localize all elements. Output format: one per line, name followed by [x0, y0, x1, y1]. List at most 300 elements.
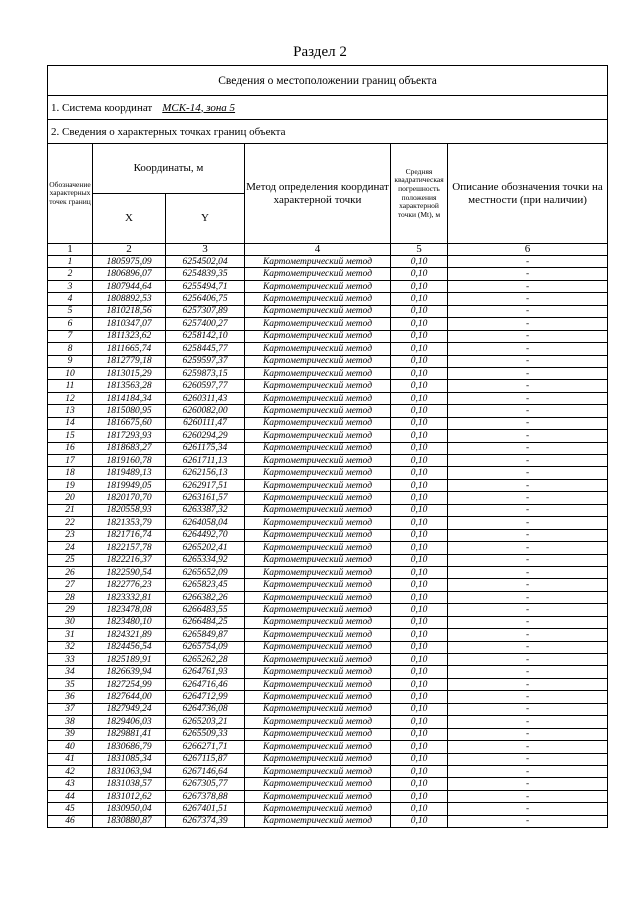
point-id-cell: 2: [48, 268, 93, 280]
y-coord-cell: 6254502,04: [166, 256, 245, 268]
precision-cell: 0,10: [391, 256, 448, 268]
precision-cell: 0,10: [391, 479, 448, 491]
point-id-cell: 44: [48, 790, 93, 802]
table-row: [48, 305, 608, 317]
coord-system-value: МСК-14, зона 5: [162, 101, 236, 114]
description-cell: -: [448, 268, 608, 280]
x-coord-cell: 1829406,03: [93, 716, 166, 728]
y-coord-cell: 6261711,13: [166, 455, 245, 467]
y-coord-cell: 6260597,77: [166, 380, 245, 392]
y-coord-cell: 6260294,29: [166, 430, 245, 442]
x-coord-cell: 1831038,57: [93, 778, 166, 790]
description-cell: -: [448, 591, 608, 603]
header-coords: Координаты, м: [93, 144, 245, 194]
point-id-cell: 1: [48, 256, 93, 268]
method-cell: Картометрический метод: [245, 355, 391, 367]
y-coord-cell: 6260111,47: [166, 417, 245, 429]
precision-cell: 0,10: [391, 591, 448, 603]
point-id-cell: 22: [48, 517, 93, 529]
col-number: 4: [245, 244, 391, 256]
y-coord-cell: 6262917,51: [166, 479, 245, 491]
x-coord-cell: 1813015,29: [93, 367, 166, 379]
table-row: [48, 604, 608, 616]
precision-cell: 0,10: [391, 678, 448, 690]
table-row: [48, 392, 608, 404]
table-row: [48, 405, 608, 417]
x-coord-cell: 1808892,53: [93, 293, 166, 305]
x-coord-cell: 1805975,09: [93, 256, 166, 268]
y-coord-cell: 6264761,93: [166, 666, 245, 678]
table-row: [48, 728, 608, 740]
y-coord-cell: 6264712,99: [166, 691, 245, 703]
col-number: 5: [391, 244, 448, 256]
description-cell: -: [448, 430, 608, 442]
y-coord-cell: 6263387,32: [166, 504, 245, 516]
description-cell: -: [448, 691, 608, 703]
precision-cell: 0,10: [391, 554, 448, 566]
precision-cell: 0,10: [391, 492, 448, 504]
table-row: [48, 355, 608, 367]
method-cell: Картометрический метод: [245, 629, 391, 641]
x-coord-cell: 1818683,27: [93, 442, 166, 454]
x-coord-cell: 1827949,24: [93, 703, 166, 715]
description-cell: -: [448, 566, 608, 578]
description-cell: -: [448, 604, 608, 616]
x-coord-cell: 1827254,99: [93, 678, 166, 690]
y-coord-cell: 6264492,70: [166, 529, 245, 541]
method-cell: Картометрический метод: [245, 666, 391, 678]
boundary-points-table: [47, 65, 608, 828]
col-number: 2: [93, 244, 166, 256]
description-cell: -: [448, 542, 608, 554]
point-id-cell: 42: [48, 765, 93, 777]
x-coord-cell: 1831012,62: [93, 790, 166, 802]
x-coord-cell: 1823478,08: [93, 604, 166, 616]
y-coord-cell: 6265262,28: [166, 654, 245, 666]
point-id-cell: 38: [48, 716, 93, 728]
method-cell: Картометрический метод: [245, 654, 391, 666]
header-precision: Средняя квадратическая погрешность положения характерной точки (Мt), м: [391, 144, 448, 244]
point-id-cell: 18: [48, 467, 93, 479]
y-coord-cell: 6265823,45: [166, 579, 245, 591]
y-coord-cell: 6256406,75: [166, 293, 245, 305]
x-coord-cell: 1811323,62: [93, 330, 166, 342]
precision-cell: 0,10: [391, 318, 448, 330]
description-cell: -: [448, 417, 608, 429]
y-coord-cell: 6264736,08: [166, 703, 245, 715]
description-cell: -: [448, 641, 608, 653]
point-id-cell: 10: [48, 367, 93, 379]
method-cell: Картометрический метод: [245, 442, 391, 454]
y-coord-cell: 6258445,77: [166, 343, 245, 355]
description-cell: -: [448, 305, 608, 317]
x-coord-cell: 1821353,79: [93, 517, 166, 529]
y-coord-cell: 6255494,71: [166, 280, 245, 292]
precision-cell: 0,10: [391, 778, 448, 790]
method-cell: Картометрический метод: [245, 455, 391, 467]
x-coord-cell: 1824321,89: [93, 629, 166, 641]
description-cell: -: [448, 280, 608, 292]
table-row: [48, 455, 608, 467]
y-coord-cell: 6267374,39: [166, 815, 245, 827]
y-coord-cell: 6267146,64: [166, 765, 245, 777]
y-coord-cell: 6259597,37: [166, 355, 245, 367]
method-cell: Картометрический метод: [245, 417, 391, 429]
description-cell: -: [448, 765, 608, 777]
x-coord-cell: 1819160,78: [93, 455, 166, 467]
y-coord-cell: 6265203,21: [166, 716, 245, 728]
description-cell: -: [448, 479, 608, 491]
col-number: 1: [48, 244, 93, 256]
table-row: [48, 765, 608, 777]
table-title: Сведения о местоположении границ объекта: [48, 66, 608, 96]
col-number: 6: [448, 244, 608, 256]
precision-cell: 0,10: [391, 392, 448, 404]
point-id-cell: 29: [48, 604, 93, 616]
method-cell: Картометрический метод: [245, 716, 391, 728]
y-coord-cell: 6265334,92: [166, 554, 245, 566]
point-id-cell: 13: [48, 405, 93, 417]
precision-cell: 0,10: [391, 703, 448, 715]
method-cell: Картометрический метод: [245, 293, 391, 305]
method-cell: Картометрический метод: [245, 616, 391, 628]
point-id-cell: 46: [48, 815, 93, 827]
description-cell: -: [448, 405, 608, 417]
table-row: [48, 343, 608, 355]
table-row: [48, 753, 608, 765]
method-cell: Картометрический метод: [245, 380, 391, 392]
point-id-cell: 40: [48, 741, 93, 753]
point-id-cell: 23: [48, 529, 93, 541]
description-cell: -: [448, 380, 608, 392]
x-coord-cell: 1823332,81: [93, 591, 166, 603]
precision-cell: 0,10: [391, 268, 448, 280]
point-id-cell: 17: [48, 455, 93, 467]
precision-cell: 0,10: [391, 654, 448, 666]
table-row: [48, 554, 608, 566]
point-id-cell: 31: [48, 629, 93, 641]
method-cell: Картометрический метод: [245, 529, 391, 541]
point-id-cell: 26: [48, 566, 93, 578]
table-row: [48, 741, 608, 753]
table-row: [48, 778, 608, 790]
x-coord-cell: 1815080,95: [93, 405, 166, 417]
method-cell: Картометрический метод: [245, 492, 391, 504]
x-coord-cell: 1811665,74: [93, 343, 166, 355]
point-id-cell: 8: [48, 343, 93, 355]
description-cell: -: [448, 666, 608, 678]
header-description: Описание обозначения точки на местности (при наличии): [448, 144, 608, 244]
y-coord-cell: 6265652,09: [166, 566, 245, 578]
description-cell: -: [448, 616, 608, 628]
method-cell: Картометрический метод: [245, 554, 391, 566]
header-y: Y: [166, 194, 245, 244]
table-row: [48, 566, 608, 578]
point-id-cell: 25: [48, 554, 93, 566]
description-cell: -: [448, 703, 608, 715]
precision-cell: 0,10: [391, 529, 448, 541]
y-coord-cell: 6265202,41: [166, 542, 245, 554]
method-cell: Картометрический метод: [245, 467, 391, 479]
precision-cell: 0,10: [391, 691, 448, 703]
table-row: [48, 256, 608, 268]
precision-cell: 0,10: [391, 330, 448, 342]
x-coord-cell: 1816675,60: [93, 417, 166, 429]
x-coord-cell: 1829881,41: [93, 728, 166, 740]
description-cell: -: [448, 392, 608, 404]
x-coord-cell: 1821716,74: [93, 529, 166, 541]
header-point-id: Обозначение характерных точек границ: [48, 144, 93, 244]
x-coord-cell: 1830880,87: [93, 815, 166, 827]
method-cell: Картометрический метод: [245, 604, 391, 616]
precision-cell: 0,10: [391, 467, 448, 479]
x-coord-cell: 1830686,79: [93, 741, 166, 753]
description-cell: -: [448, 716, 608, 728]
x-coord-cell: 1813563,28: [93, 380, 166, 392]
x-coord-cell: 1822157,78: [93, 542, 166, 554]
x-coord-cell: 1822776,23: [93, 579, 166, 591]
method-cell: Картометрический метод: [245, 367, 391, 379]
table-row: [48, 579, 608, 591]
x-coord-cell: 1825189,91: [93, 654, 166, 666]
description-cell: -: [448, 504, 608, 516]
method-cell: Картометрический метод: [245, 405, 391, 417]
table-row: [48, 654, 608, 666]
description-cell: -: [448, 442, 608, 454]
description-cell: -: [448, 517, 608, 529]
x-coord-cell: 1831085,34: [93, 753, 166, 765]
point-id-cell: 19: [48, 479, 93, 491]
point-id-cell: 6: [48, 318, 93, 330]
description-cell: -: [448, 654, 608, 666]
point-id-cell: 39: [48, 728, 93, 740]
table-row: [48, 318, 608, 330]
y-coord-cell: 6254839,35: [166, 268, 245, 280]
table-row: [48, 591, 608, 603]
description-cell: -: [448, 293, 608, 305]
table-row: [48, 380, 608, 392]
precision-cell: 0,10: [391, 455, 448, 467]
method-cell: Картометрический метод: [245, 392, 391, 404]
point-id-cell: 3: [48, 280, 93, 292]
description-cell: -: [448, 629, 608, 641]
description-cell: -: [448, 455, 608, 467]
point-id-cell: 43: [48, 778, 93, 790]
point-id-cell: 24: [48, 542, 93, 554]
point-id-cell: 4: [48, 293, 93, 305]
description-cell: -: [448, 728, 608, 740]
method-cell: Картометрический метод: [245, 330, 391, 342]
method-cell: Картометрический метод: [245, 566, 391, 578]
point-id-cell: 21: [48, 504, 93, 516]
description-cell: -: [448, 467, 608, 479]
precision-cell: 0,10: [391, 367, 448, 379]
point-id-cell: 11: [48, 380, 93, 392]
point-id-cell: 5: [48, 305, 93, 317]
method-cell: Картометрический метод: [245, 765, 391, 777]
x-coord-cell: 1823480,10: [93, 616, 166, 628]
method-cell: Картометрический метод: [245, 728, 391, 740]
y-coord-cell: 6260311,43: [166, 392, 245, 404]
precision-cell: 0,10: [391, 280, 448, 292]
precision-cell: 0,10: [391, 579, 448, 591]
y-coord-cell: 6267378,88: [166, 790, 245, 802]
table-row: [48, 504, 608, 516]
point-id-cell: 20: [48, 492, 93, 504]
point-id-cell: 37: [48, 703, 93, 715]
y-coord-cell: 6258142,10: [166, 330, 245, 342]
method-cell: Картометрический метод: [245, 280, 391, 292]
header-method: Метод определения координат характерной точки: [245, 144, 391, 244]
x-coord-cell: 1830950,04: [93, 803, 166, 815]
y-coord-cell: 6266484,25: [166, 616, 245, 628]
method-cell: Картометрический метод: [245, 268, 391, 280]
method-cell: Картометрический метод: [245, 430, 391, 442]
point-id-cell: 9: [48, 355, 93, 367]
method-cell: Картометрический метод: [245, 479, 391, 491]
y-coord-cell: 6265754,09: [166, 641, 245, 653]
precision-cell: 0,10: [391, 305, 448, 317]
x-coord-cell: 1827644,00: [93, 691, 166, 703]
description-cell: -: [448, 554, 608, 566]
y-coord-cell: 6267305,77: [166, 778, 245, 790]
method-cell: Картометрический метод: [245, 703, 391, 715]
x-coord-cell: 1820170,70: [93, 492, 166, 504]
section-title: Раздел 2: [293, 44, 347, 60]
precision-cell: 0,10: [391, 666, 448, 678]
method-cell: Картометрический метод: [245, 579, 391, 591]
precision-cell: 0,10: [391, 517, 448, 529]
y-coord-cell: 6264058,04: [166, 517, 245, 529]
precision-cell: 0,10: [391, 741, 448, 753]
description-cell: -: [448, 753, 608, 765]
precision-cell: 0,10: [391, 803, 448, 815]
y-coord-cell: 6263161,57: [166, 492, 245, 504]
description-cell: -: [448, 678, 608, 690]
method-cell: Картометрический метод: [245, 517, 391, 529]
x-coord-cell: 1814184,34: [93, 392, 166, 404]
table-row: [48, 293, 608, 305]
description-cell: -: [448, 815, 608, 827]
method-cell: Картометрический метод: [245, 678, 391, 690]
x-coord-cell: 1812779,18: [93, 355, 166, 367]
precision-cell: 0,10: [391, 442, 448, 454]
y-coord-cell: 6267401,51: [166, 803, 245, 815]
table-row: [48, 367, 608, 379]
method-cell: Картометрический метод: [245, 778, 391, 790]
table-row: [48, 815, 608, 827]
table-row: [48, 616, 608, 628]
point-id-cell: 41: [48, 753, 93, 765]
y-coord-cell: 6266271,71: [166, 741, 245, 753]
precision-cell: 0,10: [391, 566, 448, 578]
point-id-cell: 32: [48, 641, 93, 653]
method-cell: Картометрический метод: [245, 753, 391, 765]
x-coord-cell: 1822216,37: [93, 554, 166, 566]
method-cell: Картометрический метод: [245, 318, 391, 330]
y-coord-cell: 6259873,15: [166, 367, 245, 379]
table-row: [48, 479, 608, 491]
table-row: [48, 716, 608, 728]
description-cell: -: [448, 803, 608, 815]
description-cell: -: [448, 355, 608, 367]
x-coord-cell: 1810218,56: [93, 305, 166, 317]
precision-cell: 0,10: [391, 405, 448, 417]
y-coord-cell: 6264716,46: [166, 678, 245, 690]
method-cell: Картометрический метод: [245, 641, 391, 653]
table-row: [48, 803, 608, 815]
precision-cell: 0,10: [391, 616, 448, 628]
y-coord-cell: 6265849,87: [166, 629, 245, 641]
table-row: [48, 467, 608, 479]
x-coord-cell: 1817293,93: [93, 430, 166, 442]
coord-system-row: [48, 96, 608, 120]
precision-cell: 0,10: [391, 430, 448, 442]
point-id-cell: 30: [48, 616, 93, 628]
x-coord-cell: 1826639,94: [93, 666, 166, 678]
x-coord-cell: 1819949,05: [93, 479, 166, 491]
x-coord-cell: 1819489,13: [93, 467, 166, 479]
x-coord-cell: 1831063,94: [93, 765, 166, 777]
table-row: [48, 629, 608, 641]
method-cell: Картометрический метод: [245, 305, 391, 317]
method-cell: Картометрический метод: [245, 591, 391, 603]
description-cell: -: [448, 256, 608, 268]
description-cell: -: [448, 318, 608, 330]
method-cell: Картометрический метод: [245, 542, 391, 554]
precision-cell: 0,10: [391, 765, 448, 777]
table-row: [48, 268, 608, 280]
x-coord-cell: 1807944,64: [93, 280, 166, 292]
point-id-cell: 15: [48, 430, 93, 442]
y-coord-cell: 6262156,13: [166, 467, 245, 479]
y-coord-cell: 6257400,27: [166, 318, 245, 330]
method-cell: Картометрический метод: [245, 504, 391, 516]
point-id-cell: 27: [48, 579, 93, 591]
point-id-cell: 34: [48, 666, 93, 678]
table-row: [48, 430, 608, 442]
point-id-cell: 35: [48, 678, 93, 690]
x-coord-cell: 1806896,07: [93, 268, 166, 280]
point-id-cell: 36: [48, 691, 93, 703]
table-row: [48, 678, 608, 690]
y-coord-cell: 6260082,00: [166, 405, 245, 417]
column-number-row: [48, 244, 608, 256]
method-cell: Картометрический метод: [245, 741, 391, 753]
point-id-cell: 28: [48, 591, 93, 603]
method-cell: Картометрический метод: [245, 815, 391, 827]
x-coord-cell: 1820558,93: [93, 504, 166, 516]
table-row: [48, 442, 608, 454]
table-row: [48, 641, 608, 653]
table-row: [48, 542, 608, 554]
table-row: [48, 517, 608, 529]
table-row: [48, 280, 608, 292]
y-coord-cell: 6266382,26: [166, 591, 245, 603]
precision-cell: 0,10: [391, 641, 448, 653]
precision-cell: 0,10: [391, 355, 448, 367]
y-coord-cell: 6257307,89: [166, 305, 245, 317]
precision-cell: 0,10: [391, 380, 448, 392]
y-coord-cell: 6267115,87: [166, 753, 245, 765]
description-cell: -: [448, 367, 608, 379]
point-id-cell: 33: [48, 654, 93, 666]
precision-cell: 0,10: [391, 815, 448, 827]
table-row: [48, 330, 608, 342]
precision-cell: 0,10: [391, 604, 448, 616]
x-coord-cell: 1822590,54: [93, 566, 166, 578]
header-x: X: [93, 194, 166, 244]
